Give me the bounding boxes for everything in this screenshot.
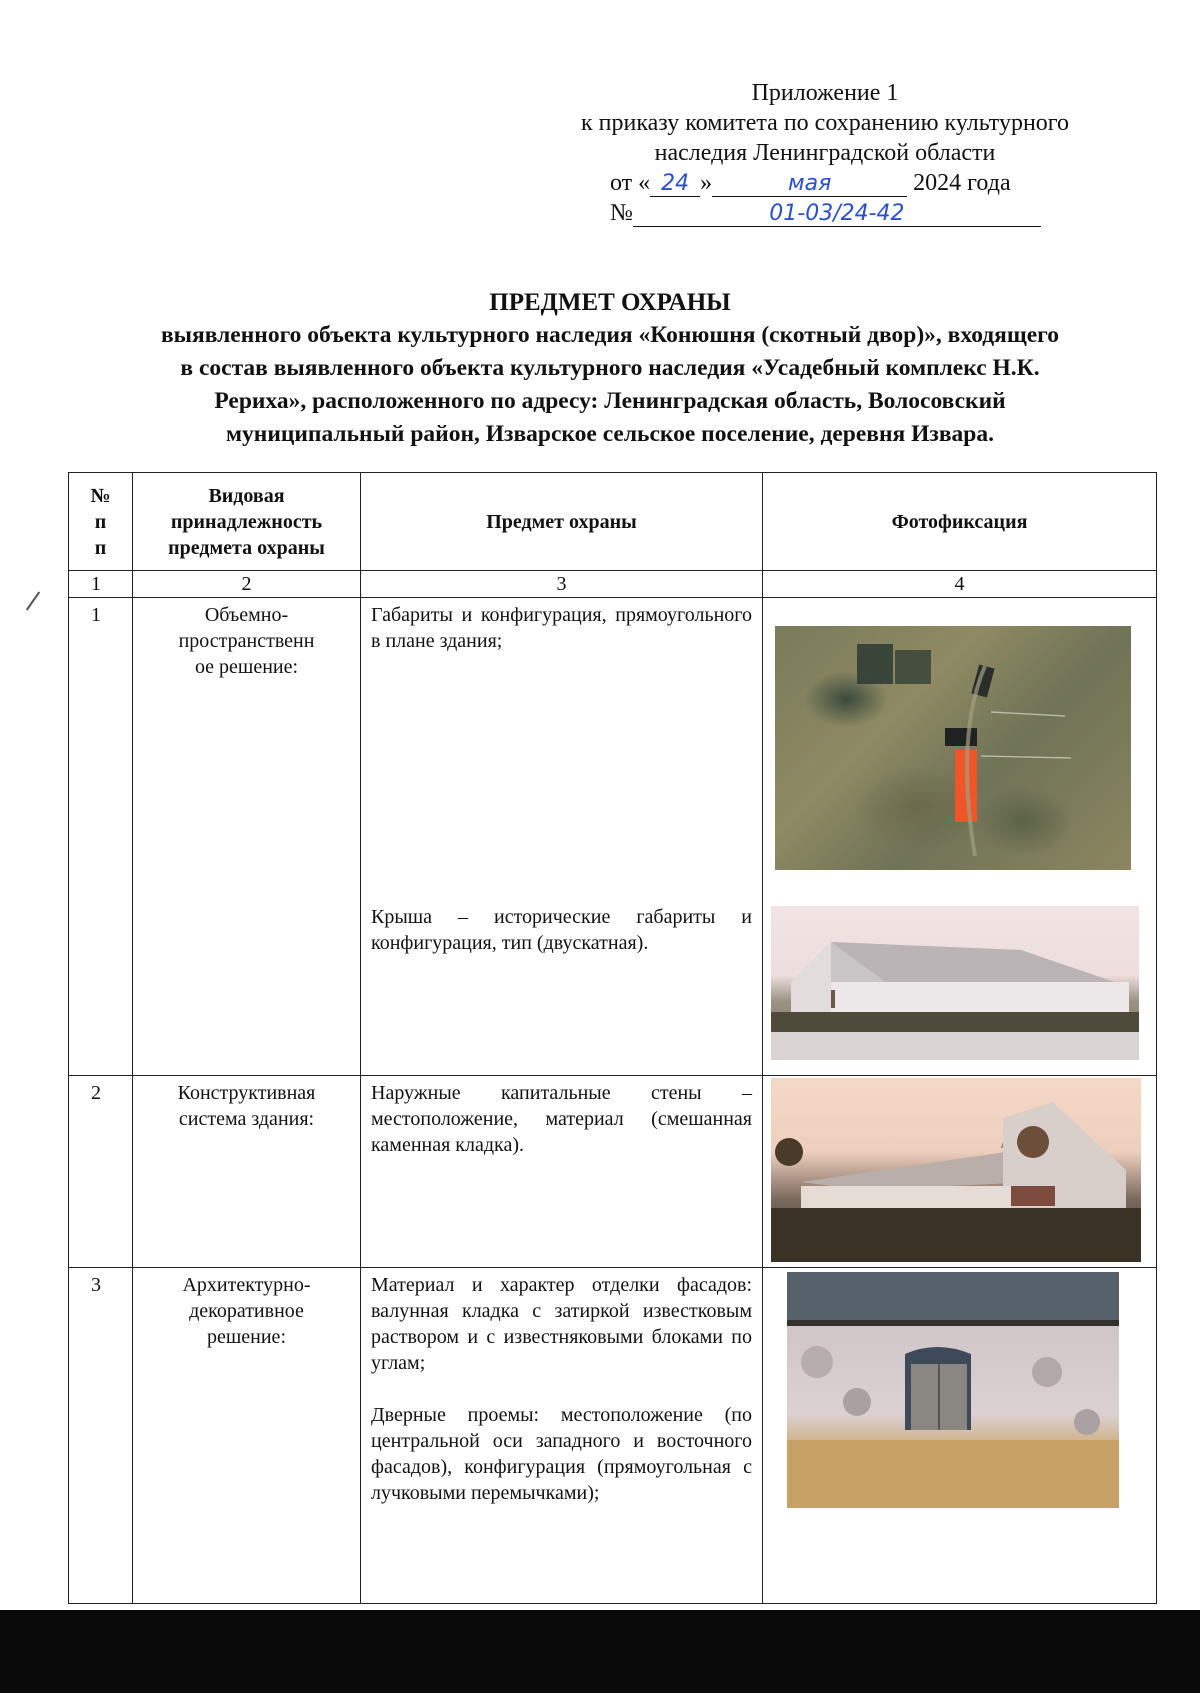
header-photo: Фотофиксация bbox=[763, 473, 1157, 571]
order-line-2: наследия Ленинградской области bbox=[654, 140, 996, 166]
title-line-1: выявленного объекта культурного наследия «Конюшня (скотный двор)», входящего bbox=[160, 322, 1059, 348]
row-subject bbox=[361, 1268, 763, 1604]
date-month-handwritten: мая bbox=[788, 171, 832, 196]
document-title bbox=[60, 288, 1160, 450]
row-photos bbox=[763, 598, 1157, 1076]
scan-bottom-border bbox=[0, 1610, 1200, 1693]
index-cell: 2 bbox=[133, 571, 361, 598]
table-row bbox=[69, 1076, 1157, 1268]
row-number: 3 bbox=[69, 1268, 133, 1604]
table-row bbox=[69, 1268, 1157, 1604]
appendix-block bbox=[520, 78, 1130, 228]
header-subject: Предмет охраны bbox=[361, 473, 763, 571]
row-photos bbox=[763, 1076, 1157, 1268]
subject-walls: Наружные капитальные стены – местоположение, материал (смешанная каменная кладка). bbox=[371, 1082, 752, 1156]
aerial-photo bbox=[775, 626, 1131, 870]
row-number: 2 bbox=[69, 1076, 133, 1268]
index-cell: 4 bbox=[763, 571, 1157, 598]
column-index-row bbox=[69, 571, 1157, 598]
row-subject bbox=[361, 1076, 763, 1268]
barn-wall-photo bbox=[771, 1078, 1141, 1262]
row-photos bbox=[763, 1268, 1157, 1604]
row-kind: Архитектурно- декоративное решение: bbox=[133, 1268, 361, 1604]
row-subject bbox=[361, 598, 763, 1076]
barn-roof-photo bbox=[771, 906, 1139, 1060]
order-date-line: от « 24 » мая 2024 года bbox=[610, 170, 1011, 196]
date-day-handwritten: 24 bbox=[661, 171, 690, 196]
scan-artifact bbox=[26, 591, 40, 610]
title-line-2: в состав выявленного объекта культурного наследия «Усадебный комплекс Н.К. bbox=[180, 355, 1040, 381]
table-header-row bbox=[69, 473, 1157, 571]
index-cell: 1 bbox=[69, 571, 133, 598]
order-line-1: к приказу комитета по сохранению культурного bbox=[580, 110, 1070, 136]
subject-door-openings: Дверные проемы: местоположение (по центральной оси западного и восточного фасадов), конфигурация (прямоугольная с лучковыми перемычками); bbox=[371, 1404, 752, 1504]
barn-door-photo bbox=[787, 1272, 1119, 1508]
order-number-line: № 01-03/24-42 bbox=[520, 198, 1130, 228]
title-line-4: муниципальный район, Изварское сельское поселение, деревня Извара. bbox=[226, 421, 994, 447]
subject-facade-finish: Материал и характер отделки фасадов: валунная кладка с затиркой известковым раствором и с известняковыми блоками по углам; bbox=[371, 1274, 752, 1374]
table-row bbox=[69, 598, 1157, 1076]
order-number-handwritten: 01-03/24-42 bbox=[769, 201, 905, 226]
row-number: 1 bbox=[69, 598, 133, 1076]
index-cell: 3 bbox=[361, 571, 763, 598]
header-kind: Видовая принадлежность предмета охраны bbox=[133, 473, 361, 571]
subject-dimensions: Габариты и конфигурация, прямоугольного в плане здания; bbox=[371, 604, 752, 652]
title-line-3: Рериха», расположенного по адресу: Ленинградская область, Волосовский bbox=[214, 388, 1006, 414]
row-kind: Конструктивная система здания: bbox=[133, 1076, 361, 1268]
title-main: ПРЕДМЕТ ОХРАНЫ bbox=[489, 289, 731, 316]
protection-subject-table bbox=[68, 472, 1157, 1604]
row-kind: Объемно- пространственн ое решение: bbox=[133, 598, 361, 1076]
subject-roof: Крыша – исторические габариты и конфигурация, тип (двускатная). bbox=[371, 906, 752, 954]
appendix-title: Приложение 1 bbox=[751, 80, 899, 106]
header-num: № п п bbox=[69, 473, 133, 571]
date-year: 2024 года bbox=[913, 170, 1011, 196]
